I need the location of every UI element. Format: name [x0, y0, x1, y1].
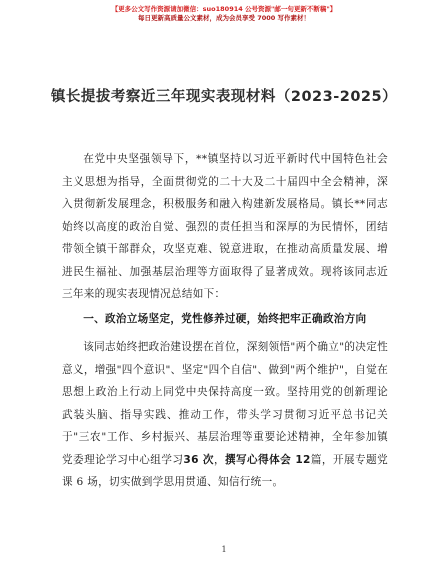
paragraph-text: 该同志始终把政治建设摆在首位，深刻领悟"两个确立"的决定性意义，增强"四个意识"、坚定"四个自信"、做到"两个维护"，自觉在思想上政治上行动上同党中央保持高度一致。坚持用党的创新理论武装头脑、指导实践、推动工作，带头学习贯彻习近平总书记关于"三农"工作、乡村振兴、基层治理等重要论述精神，全年参加镇党委理论学习中心组学习: [62, 341, 388, 466]
bold-study-count: 36 次: [183, 453, 214, 466]
paragraph-text-end: 篇，开展专题党课 6 场，切实做到学思用贯通、知信行统一。: [62, 453, 388, 488]
banner-line-1: 【更多公文写作资源请加微信：suo180914 公号资源"邮一句更新不断稿"】: [111, 5, 337, 13]
bold-experience-count: 撰写心得体会 12: [224, 453, 311, 466]
banner-line-2: 每日更新高质量公文素材，成为会员享受 7000 写作素材！: [137, 14, 311, 22]
header-banner: [0, 5, 448, 23]
section-heading-1: 一、政治立场坚定，党性修养过硬，始终把牢正确政治方向: [83, 312, 367, 325]
paragraph-political: [62, 336, 388, 494]
page-number: 1: [221, 545, 227, 554]
document-body: [62, 148, 388, 494]
separator-comma: ，: [213, 453, 225, 466]
document-title: 镇长提拔考察近三年现实表现材料（2023-2025）: [50, 89, 398, 105]
paragraph-intro: 在党中央坚强领导下，**镇坚持以习近平新时代中国特色社会主义思想为指导，全面贯彻党的二十大及二十届四中全会精神，深入贯彻新发展理念，积极服务和融入构建新发展格局。镇长**同志始终以高度的政治自觉、强烈的责任担当和深厚的为民情怀，团结带领全镇干部群众，攻坚克难、锐意进取，在推动高质量发展、增进民生福祉、加强基层治理等方面取得了显著成效。现将该同志近三年来的现实表现情况总结如下：: [62, 153, 388, 300]
